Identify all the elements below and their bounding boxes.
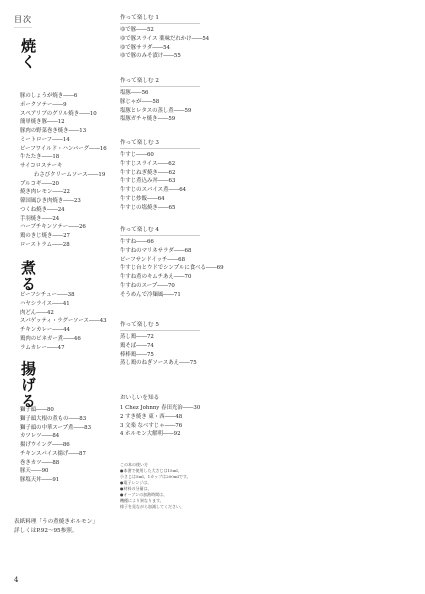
group-heading: 作って楽しむ 4 <box>120 227 159 233</box>
toc-entry: 豚じゃが――58 <box>120 98 160 105</box>
toc-entry: スペアリブのグリル焼き――10 <box>20 110 97 117</box>
toc-entry: 簡単焼き豚――12 <box>20 119 65 126</box>
toc-entry: ゆで豚のみそ漬け――55 <box>120 53 181 60</box>
toc-entry: 豚肉の野菜巻き焼き――13 <box>20 128 87 134</box>
toc-entry: 獅子頭大根の煮もの――83 <box>20 415 87 422</box>
toc-entry: 3 文楽 なべすじゃ――76 <box>120 422 183 429</box>
usage-notes <box>120 462 202 510</box>
group-list <box>120 89 191 124</box>
toc-entry: 棒棒鶏――75 <box>120 351 154 358</box>
ageru-list <box>20 406 91 485</box>
toc-entry: ハヤシライス――41 <box>20 300 70 307</box>
toc-entry: 鶏のきじ焼き――27 <box>20 233 70 239</box>
toc-entry: 蒸し鶏――72 <box>120 334 154 340</box>
toc-entry: 牛すじ――60 <box>120 152 154 158</box>
toc-entry: 鶏そば――74 <box>120 342 154 349</box>
toc-entry: ビーフワイルド・ハンバーグ――16 <box>20 145 107 152</box>
toc-entry: 韓国風ひき肉焼き――23 <box>20 198 81 204</box>
group-list <box>120 26 209 61</box>
toc-entry: 塩豚とレタスの蒸し煮――59 <box>120 107 192 114</box>
toc-entry: スパゲッティ・ラグーソース――43 <box>20 318 107 325</box>
group-heading: 作って楽しむ 3 <box>120 140 159 146</box>
toc-entry: 牛すじ煮込み丼――63 <box>120 178 176 185</box>
toc-entry: 蒸し鶏のねぎソースあえ――75 <box>120 360 197 367</box>
usage-note-line: この本の使い方 <box>120 462 148 467</box>
toc-entry: 塩豚ガチャ焼き――59 <box>120 116 176 123</box>
toc-entry: 手羽焼き――24 <box>20 215 60 222</box>
toc-entry: 塩豚――56 <box>120 90 149 96</box>
toc-entry: ミートローフ――14 <box>20 136 70 143</box>
toc-entry: 牛たたき――18 <box>20 154 60 161</box>
cover-dish-line-1: 表紙料理「うの煮焼きホルモン」 <box>14 519 98 525</box>
group-list <box>120 151 186 212</box>
toc-entry: 鶏肉のビネガー煮――46 <box>20 335 81 342</box>
group-rule <box>120 235 200 236</box>
usage-note-line: ●電子レンジは、 <box>120 480 152 485</box>
usage-note-line: 機種により異なります。 <box>120 498 164 503</box>
group-heading: 作って楽しむ 1 <box>120 15 159 21</box>
niru-list <box>20 291 107 352</box>
usage-note-line: ●本書で使用した大さじは15ml、 <box>120 468 182 473</box>
toc-entry: 豚天――90 <box>20 468 49 475</box>
toc-entry: ゆで豚――52 <box>120 27 154 33</box>
toc-entry: ポークソテー――9 <box>20 101 67 108</box>
section-heading-niru: 煮る <box>19 260 37 292</box>
toc-entry: 牛すねのスープ――70 <box>120 282 175 289</box>
info-heading: おいしいを知る <box>120 395 160 401</box>
toc-entry: わさびクリームソース――19 <box>34 171 106 178</box>
toc-entry: 牛すじねぎ焼き――62 <box>120 169 176 176</box>
group-rule <box>120 330 200 331</box>
usage-note-line: 小さじは5ml、1カップは200mlです。 <box>120 474 191 479</box>
usage-note-line: ●材料の分量は、 <box>120 486 152 491</box>
toc-entry: プルコギ――20 <box>20 180 59 187</box>
toc-entry: 獅子頭――80 <box>20 407 54 413</box>
toc-entry: カツレツ――84 <box>20 433 60 440</box>
toc-entry: 揚げウイング――86 <box>20 442 70 448</box>
toc-entry: チキンカレー――44 <box>20 327 70 333</box>
toc-entry: 牛すじのスパイス煮――64 <box>120 187 187 193</box>
toc-entry: 牛すじ炒飯――64 <box>120 195 165 202</box>
group-heading: 作って楽しむ 2 <box>120 78 159 84</box>
toc-entry: 焼き肉レモン――22 <box>20 189 70 196</box>
toc-entry: 牛すじの塩焼き――65 <box>120 204 176 211</box>
toc-entry: ローストラム――28 <box>20 241 70 248</box>
toc-entry: 牛すじ台とウドでシンプルに食べる――69 <box>120 265 224 272</box>
toc-entry: ゆで豚サラダ――54 <box>120 44 170 51</box>
toc-entry: サイコロステーキ <box>20 163 63 169</box>
group-list <box>120 238 224 299</box>
toc-entry: 豚のしょうが焼き――6 <box>20 93 78 99</box>
section-heading-yaku: 焼く <box>19 38 37 70</box>
cover-dish-line-2: 詳しくはP.92～95参照。 <box>14 528 78 534</box>
group-rule <box>120 86 200 87</box>
toc-entry: ビーフサンドイッチ――68 <box>120 256 186 263</box>
usage-note-line: ●オーブンの加熱時間は、 <box>120 492 168 497</box>
toc-entry: ラムカレー――47 <box>20 344 65 351</box>
toc-entry: 牛すね煮のキムチあえ――70 <box>120 274 192 280</box>
page-title: 目次 <box>14 14 32 28</box>
toc-entry: 1 Chez Johnny 春田光治――30 <box>120 405 201 411</box>
toc-entry: 豚塩天丼――91 <box>20 477 60 483</box>
toc-entry: そうめんで冷麺風――71 <box>120 291 181 298</box>
section-heading-ageru: 揚げる <box>19 361 37 409</box>
info-list <box>120 404 200 439</box>
toc-entry: 巻きカツ――88 <box>20 459 60 466</box>
toc-entry: ハーブチキンソテー――26 <box>20 224 86 231</box>
group-rule <box>120 23 200 24</box>
toc-entry: 牛すねのマリネサラダ――68 <box>120 247 192 254</box>
toc-entry: 肉どん――42 <box>20 309 54 316</box>
toc-entry: ゆで豚スライス 薬味だれかけ――54 <box>120 35 210 42</box>
toc-entry: 2 すき焼き 東・西――48 <box>120 413 183 420</box>
toc-entry: 牛すじスライス――62 <box>120 160 176 167</box>
usage-note-line: 様子を見ながら加減してください。 <box>120 504 184 509</box>
toc-entry: ビーフシチュー――38 <box>20 292 75 298</box>
group-heading: 作って楽しむ 5 <box>120 322 159 328</box>
toc-entry: つくね焼き――24 <box>20 206 65 213</box>
yaku-list <box>20 92 107 250</box>
page-number: 4 <box>14 576 19 584</box>
toc-entry: チキンスパイス揚げ――87 <box>20 450 86 457</box>
toc-entry: 獅子頭の中華スープ煮――83 <box>20 424 92 431</box>
group-rule <box>120 148 200 149</box>
toc-entry: 4 ホルモン大解明――92 <box>120 431 181 438</box>
toc-entry: 牛すね――66 <box>120 239 154 245</box>
group-list <box>120 333 197 368</box>
cover-dish-note <box>14 518 98 536</box>
